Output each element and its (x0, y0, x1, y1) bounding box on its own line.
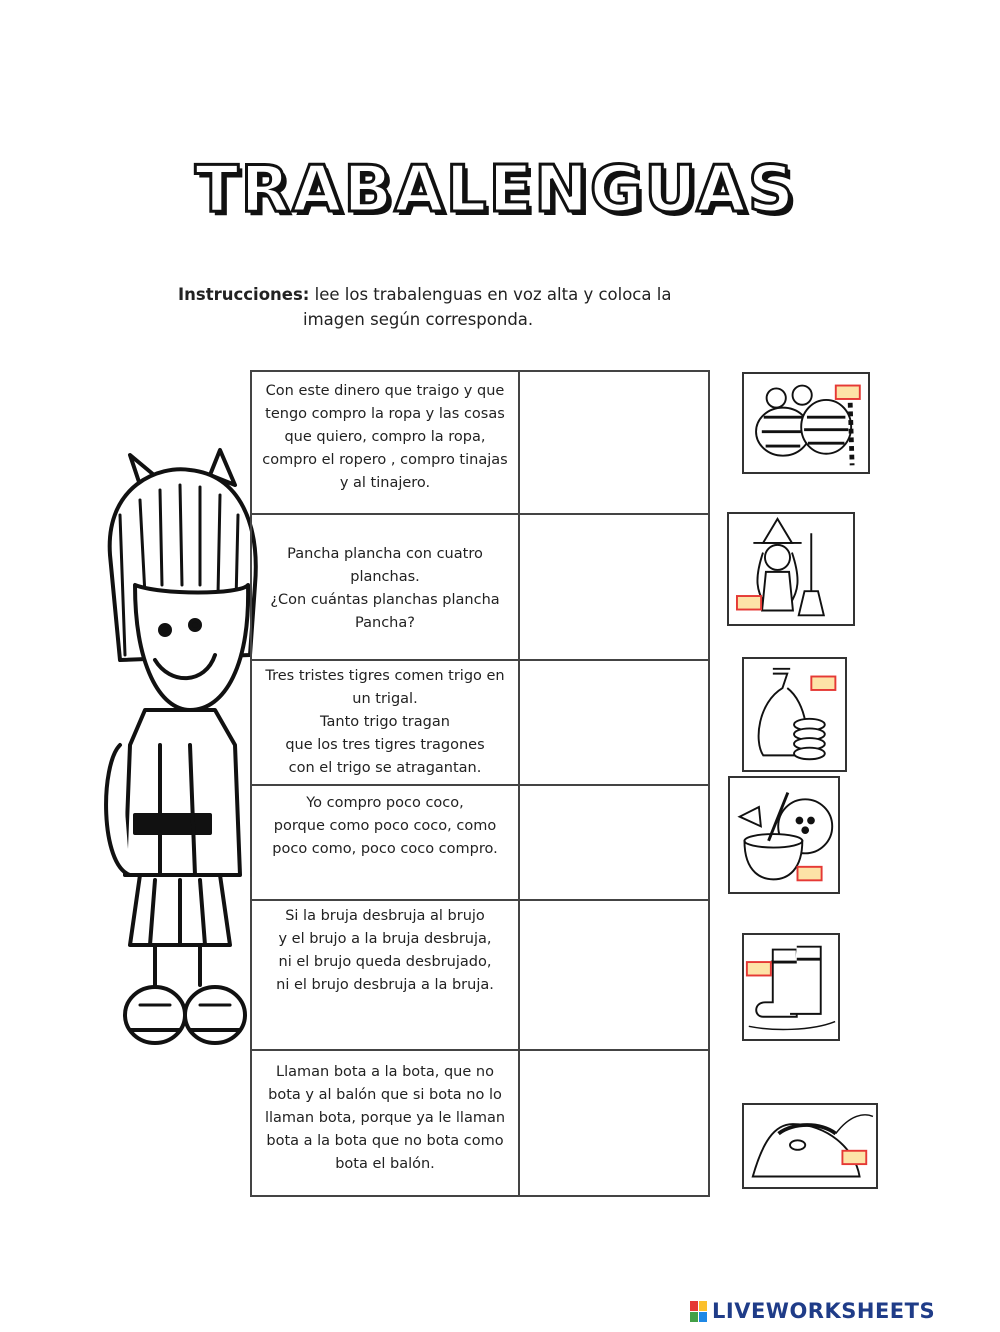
image-drop-zone[interactable] (520, 515, 708, 659)
tongue-twister-table (250, 370, 710, 1197)
worksheet-title: TRABALENGUAS (195, 153, 796, 227)
coconut-icon[interactable] (728, 776, 840, 894)
instructions-text-line2: imagen según corresponda. (303, 310, 534, 329)
image-drop-zone[interactable] (520, 786, 708, 899)
table-row (252, 901, 708, 1051)
table-row (252, 786, 708, 901)
tongue-twister-text: Pancha plancha con cuatro planchas. ¿Con cuántas planchas plancha Pancha? (252, 515, 520, 659)
tongue-twister-text: Si la bruja desbruja al brujo y el brujo a la bruja desbruja, ni el brujo queda desbrujado, ni el brujo desbruja a la bruja. (252, 901, 520, 1049)
tongue-twister-text: Tres tristes tigres comen trigo en un trigal. Tanto trigo tragan que los tres tigres tragones con el trigo se atragantan. (252, 661, 520, 784)
boots-icon[interactable] (742, 933, 840, 1041)
liveworksheets-logo (690, 1296, 935, 1326)
money-bag-icon[interactable] (742, 657, 847, 772)
brand-name: LIVEWORKSHEETS (712, 1299, 936, 1323)
table-row (252, 1051, 708, 1195)
table-row (252, 661, 708, 786)
brand-logo-icon (690, 1301, 707, 1322)
table-row (252, 372, 708, 515)
witch-icon[interactable] (727, 512, 855, 626)
instructions-label: Instrucciones: (178, 285, 310, 304)
image-drop-zone[interactable] (520, 901, 708, 1049)
instructions-text-line1: lee los trabalenguas en voz alta y coloca la (309, 285, 672, 304)
instructions (178, 282, 698, 332)
table-row (252, 515, 708, 661)
image-drop-zone[interactable] (520, 661, 708, 784)
tongue-twister-text: Con este dinero que traigo y que tengo compro la ropa y las cosas que quiero, compro la ropa, compro el ropero , compro tinajas y al tinajero. (252, 372, 520, 513)
image-drop-zone[interactable] (520, 1051, 708, 1195)
tongue-twister-text: Llaman bota a la bota, que no bota y al balón que si bota no lo llaman bota, porque ya le llaman bota a la bota que no bota como bota el balón. (252, 1051, 520, 1195)
tigers-icon[interactable] (742, 372, 870, 474)
girl-illustration (100, 445, 260, 1095)
image-drop-zone[interactable] (520, 372, 708, 513)
iron-icon[interactable] (742, 1103, 878, 1189)
tongue-twister-text: Yo compro poco coco, porque como poco coco, como poco como, poco coco compro. (252, 786, 520, 899)
